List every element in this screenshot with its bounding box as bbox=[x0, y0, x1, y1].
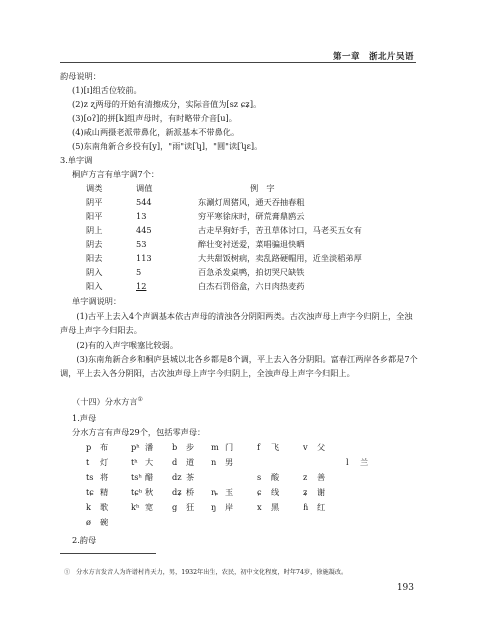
initial-symbol: ȵ bbox=[211, 487, 218, 497]
tone-name: 阴平 bbox=[86, 197, 103, 207]
initial-example: 将 bbox=[100, 472, 109, 482]
initial-example: 飞 bbox=[271, 442, 280, 452]
initial-cell bbox=[303, 487, 325, 498]
initial-cell bbox=[346, 457, 368, 468]
initial-example: 潘 bbox=[145, 442, 154, 452]
initial-symbol: f bbox=[257, 442, 261, 452]
initial-symbol: k bbox=[86, 502, 91, 512]
finals-note-3: (3)[oʔ]的拼[k]组声母时，有时略带介音[u]。 bbox=[72, 113, 237, 123]
tone-value: 445 bbox=[136, 225, 152, 235]
initial-example: 岸 bbox=[225, 502, 234, 512]
tone-value: 12 bbox=[136, 281, 147, 291]
initial-cell bbox=[86, 487, 108, 498]
initial-symbol: v bbox=[303, 442, 308, 452]
initial-cell bbox=[86, 472, 108, 483]
tone-examples: 白杰石罚俗盒，六日肉热麦药 bbox=[198, 281, 305, 291]
initial-cell bbox=[86, 457, 108, 468]
tone-name: 阴去 bbox=[86, 239, 103, 249]
tones-note-3: (3)东南角新合乡和桐庐县城以北各乡都是8个调，平上去入各分阴阳。富春江两岸各乡都是7个调，平上去入各分阴阳，古次浊声母上声字今归阴上，全浊声母上声字今归阳上。 bbox=[60, 354, 418, 378]
footnote-text: 分水方言发音人为许谱村肖天力，男，1932年出生，农民，初中文化程度，时年74岁，徐施凝改。 bbox=[76, 569, 348, 576]
tone-table-header-value: 调值 bbox=[136, 183, 153, 193]
initial-example: 善 bbox=[317, 472, 326, 482]
tone-value: 113 bbox=[136, 253, 152, 263]
initial-cell bbox=[86, 517, 108, 528]
initial-example: 酸 bbox=[271, 472, 280, 482]
footnote-mark: ① bbox=[64, 569, 71, 576]
initial-cell bbox=[211, 457, 233, 468]
section-title-text: （十四）分水方言 bbox=[72, 396, 138, 407]
running-header: 第一章 浙北片吴语 bbox=[332, 52, 414, 62]
tone-name: 阳平 bbox=[86, 211, 103, 221]
initial-example: 狂 bbox=[186, 502, 195, 512]
initial-symbol: dʑ bbox=[172, 487, 182, 497]
initial-cell bbox=[211, 487, 233, 498]
initial-cell bbox=[131, 457, 153, 468]
initial-symbol: g bbox=[172, 502, 178, 512]
footnote bbox=[64, 567, 347, 576]
initial-cell bbox=[257, 487, 279, 498]
tones-notes-heading: 单字调说明： bbox=[72, 296, 122, 306]
finals-note-5: (5)东南角新合乡投有[y]，"雨"读[ʮ]，"圆"读[ʮɛ]。 bbox=[72, 141, 263, 151]
initial-cell bbox=[172, 502, 194, 513]
initial-symbol: ɕ bbox=[257, 487, 262, 497]
initial-symbol: d bbox=[172, 457, 178, 467]
tone-value: 5 bbox=[136, 267, 142, 277]
initial-symbol: kʰ bbox=[131, 502, 140, 512]
tone-table-header-examples: 例 字 bbox=[250, 183, 275, 193]
initial-example: 灯 bbox=[100, 457, 109, 467]
initial-example: 步 bbox=[186, 442, 195, 452]
initial-cell bbox=[257, 472, 279, 483]
tone-table-header-category: 调类 bbox=[86, 183, 103, 193]
tones-note-1: (1)古平上去入4个声调基本依古声母的清浊各分阴阳两类。古次浊声母上声字今归阴上，全浊声母上声字今归阳去。 bbox=[60, 311, 413, 335]
initial-symbol: dz bbox=[172, 472, 182, 482]
initial-cell bbox=[257, 502, 279, 513]
initial-example: 门 bbox=[225, 442, 234, 452]
tone-name: 阴上 bbox=[86, 225, 103, 235]
initial-cell bbox=[211, 502, 233, 513]
initial-symbol: t bbox=[86, 457, 90, 467]
initial-example: 精 bbox=[100, 487, 109, 497]
footnote-ref: ① bbox=[137, 396, 143, 403]
tone-examples: 百急杀发桌鸭，拍切哭尺缺铁 bbox=[198, 267, 305, 277]
initial-symbol: s bbox=[257, 472, 262, 482]
tone-examples: 东涮灯周猪风，通天吞抽春粗 bbox=[198, 197, 305, 207]
initial-example: 黑 bbox=[271, 502, 280, 512]
initial-example: 玉 bbox=[225, 487, 234, 497]
initial-example: 歌 bbox=[100, 502, 109, 512]
initial-symbol: pʰ bbox=[131, 442, 140, 452]
initial-example: 红 bbox=[317, 502, 326, 512]
initial-cell bbox=[211, 442, 233, 453]
initial-example: 线 bbox=[271, 487, 280, 497]
initial-example: 男 bbox=[225, 457, 234, 467]
initial-example: 秋 bbox=[145, 487, 154, 497]
initial-symbol: ɦ bbox=[303, 502, 309, 512]
initial-cell bbox=[131, 502, 153, 513]
finals-note-2: (2)z ʐ两母的开始有清擦成分，实际音值为[sz ɕʑ]。 bbox=[72, 99, 262, 109]
initial-symbol: ø bbox=[86, 517, 91, 527]
tone-value: 13 bbox=[136, 211, 147, 221]
initial-symbol: x bbox=[257, 502, 262, 512]
initial-cell bbox=[131, 442, 153, 453]
initial-cell bbox=[86, 502, 108, 513]
initial-example: 桥 bbox=[186, 487, 195, 497]
initial-example: 布 bbox=[100, 442, 109, 452]
page-number: 193 bbox=[396, 583, 414, 593]
initial-example: 道 bbox=[186, 457, 195, 467]
initial-symbol: z bbox=[303, 472, 308, 482]
initial-symbol: ʑ bbox=[303, 487, 308, 497]
initial-cell bbox=[172, 457, 194, 468]
initial-symbol: tɕ bbox=[86, 487, 94, 497]
tone-name: 阴入 bbox=[86, 267, 103, 277]
initial-symbol: tsʰ bbox=[131, 472, 143, 482]
initial-example: 大 bbox=[145, 457, 154, 467]
initial-example: 宽 bbox=[145, 502, 154, 512]
tone-examples: 古走早狗好手，苦丑草体讨口，马老买五女有 bbox=[198, 225, 362, 235]
initial-cell bbox=[131, 472, 153, 483]
tone-value: 544 bbox=[136, 197, 152, 207]
initial-example: 碗 bbox=[100, 517, 109, 527]
initial-cell bbox=[172, 487, 194, 498]
initial-symbol: l bbox=[346, 457, 349, 467]
section-title bbox=[72, 394, 143, 408]
initial-symbol: b bbox=[172, 442, 178, 452]
initials-intro: 分水方言有声母29个，包括零声母： bbox=[72, 427, 206, 437]
tone-name: 阳入 bbox=[86, 281, 103, 291]
initial-example: 醋 bbox=[145, 472, 154, 482]
tone-examples: 穷平寒徐床时，研荒膏鼎鸥云 bbox=[198, 211, 305, 221]
header-rule bbox=[60, 62, 416, 63]
initial-cell bbox=[303, 502, 325, 513]
initial-cell bbox=[172, 442, 194, 453]
initial-cell bbox=[172, 472, 194, 483]
initial-symbol: tɕʰ bbox=[131, 487, 143, 497]
initial-cell bbox=[257, 442, 279, 453]
initial-example: 兰 bbox=[360, 457, 369, 467]
footnote-rule bbox=[60, 553, 156, 554]
tone-examples: 醉壮变衬送爱，菜唱骗退快晒 bbox=[198, 239, 305, 249]
initial-cell bbox=[86, 442, 108, 453]
initial-example: 茶 bbox=[186, 472, 195, 482]
finals-heading: 2.韵母 bbox=[72, 535, 97, 545]
initial-cell bbox=[131, 487, 153, 498]
initial-symbol: n bbox=[211, 457, 217, 467]
finals-note-1: (1)[ɪ]组舌位较前。 bbox=[72, 85, 142, 95]
initial-symbol: m bbox=[211, 442, 219, 452]
initial-symbol: tʰ bbox=[131, 457, 138, 467]
initial-example: 谢 bbox=[317, 487, 326, 497]
initial-symbol: p bbox=[86, 442, 92, 452]
initial-symbol: ŋ bbox=[211, 502, 217, 512]
tones-note-2: (2)有的入声字喉塞比较弱。 bbox=[76, 340, 179, 350]
finals-note-4: (4)咸山两摄老派带鼻化，新派基本不带鼻化。 bbox=[72, 127, 240, 137]
tones-heading: 3.单字调 bbox=[60, 155, 93, 165]
tones-intro: 桐庐方言有单字调7个： bbox=[72, 169, 160, 179]
tone-name: 阳去 bbox=[86, 253, 103, 263]
initial-cell bbox=[303, 442, 325, 453]
initial-symbol: ts bbox=[86, 472, 94, 482]
finals-notes-heading: 韵母说明： bbox=[60, 71, 101, 81]
initial-example: 父 bbox=[317, 442, 326, 452]
initials-heading: 1.声母 bbox=[72, 413, 97, 423]
initial-cell bbox=[303, 472, 325, 483]
tone-examples: 大共甜饭树病，卖乱路硬帽用，近坐淡稻弟厚 bbox=[198, 253, 362, 263]
tone-value: 53 bbox=[136, 239, 147, 249]
